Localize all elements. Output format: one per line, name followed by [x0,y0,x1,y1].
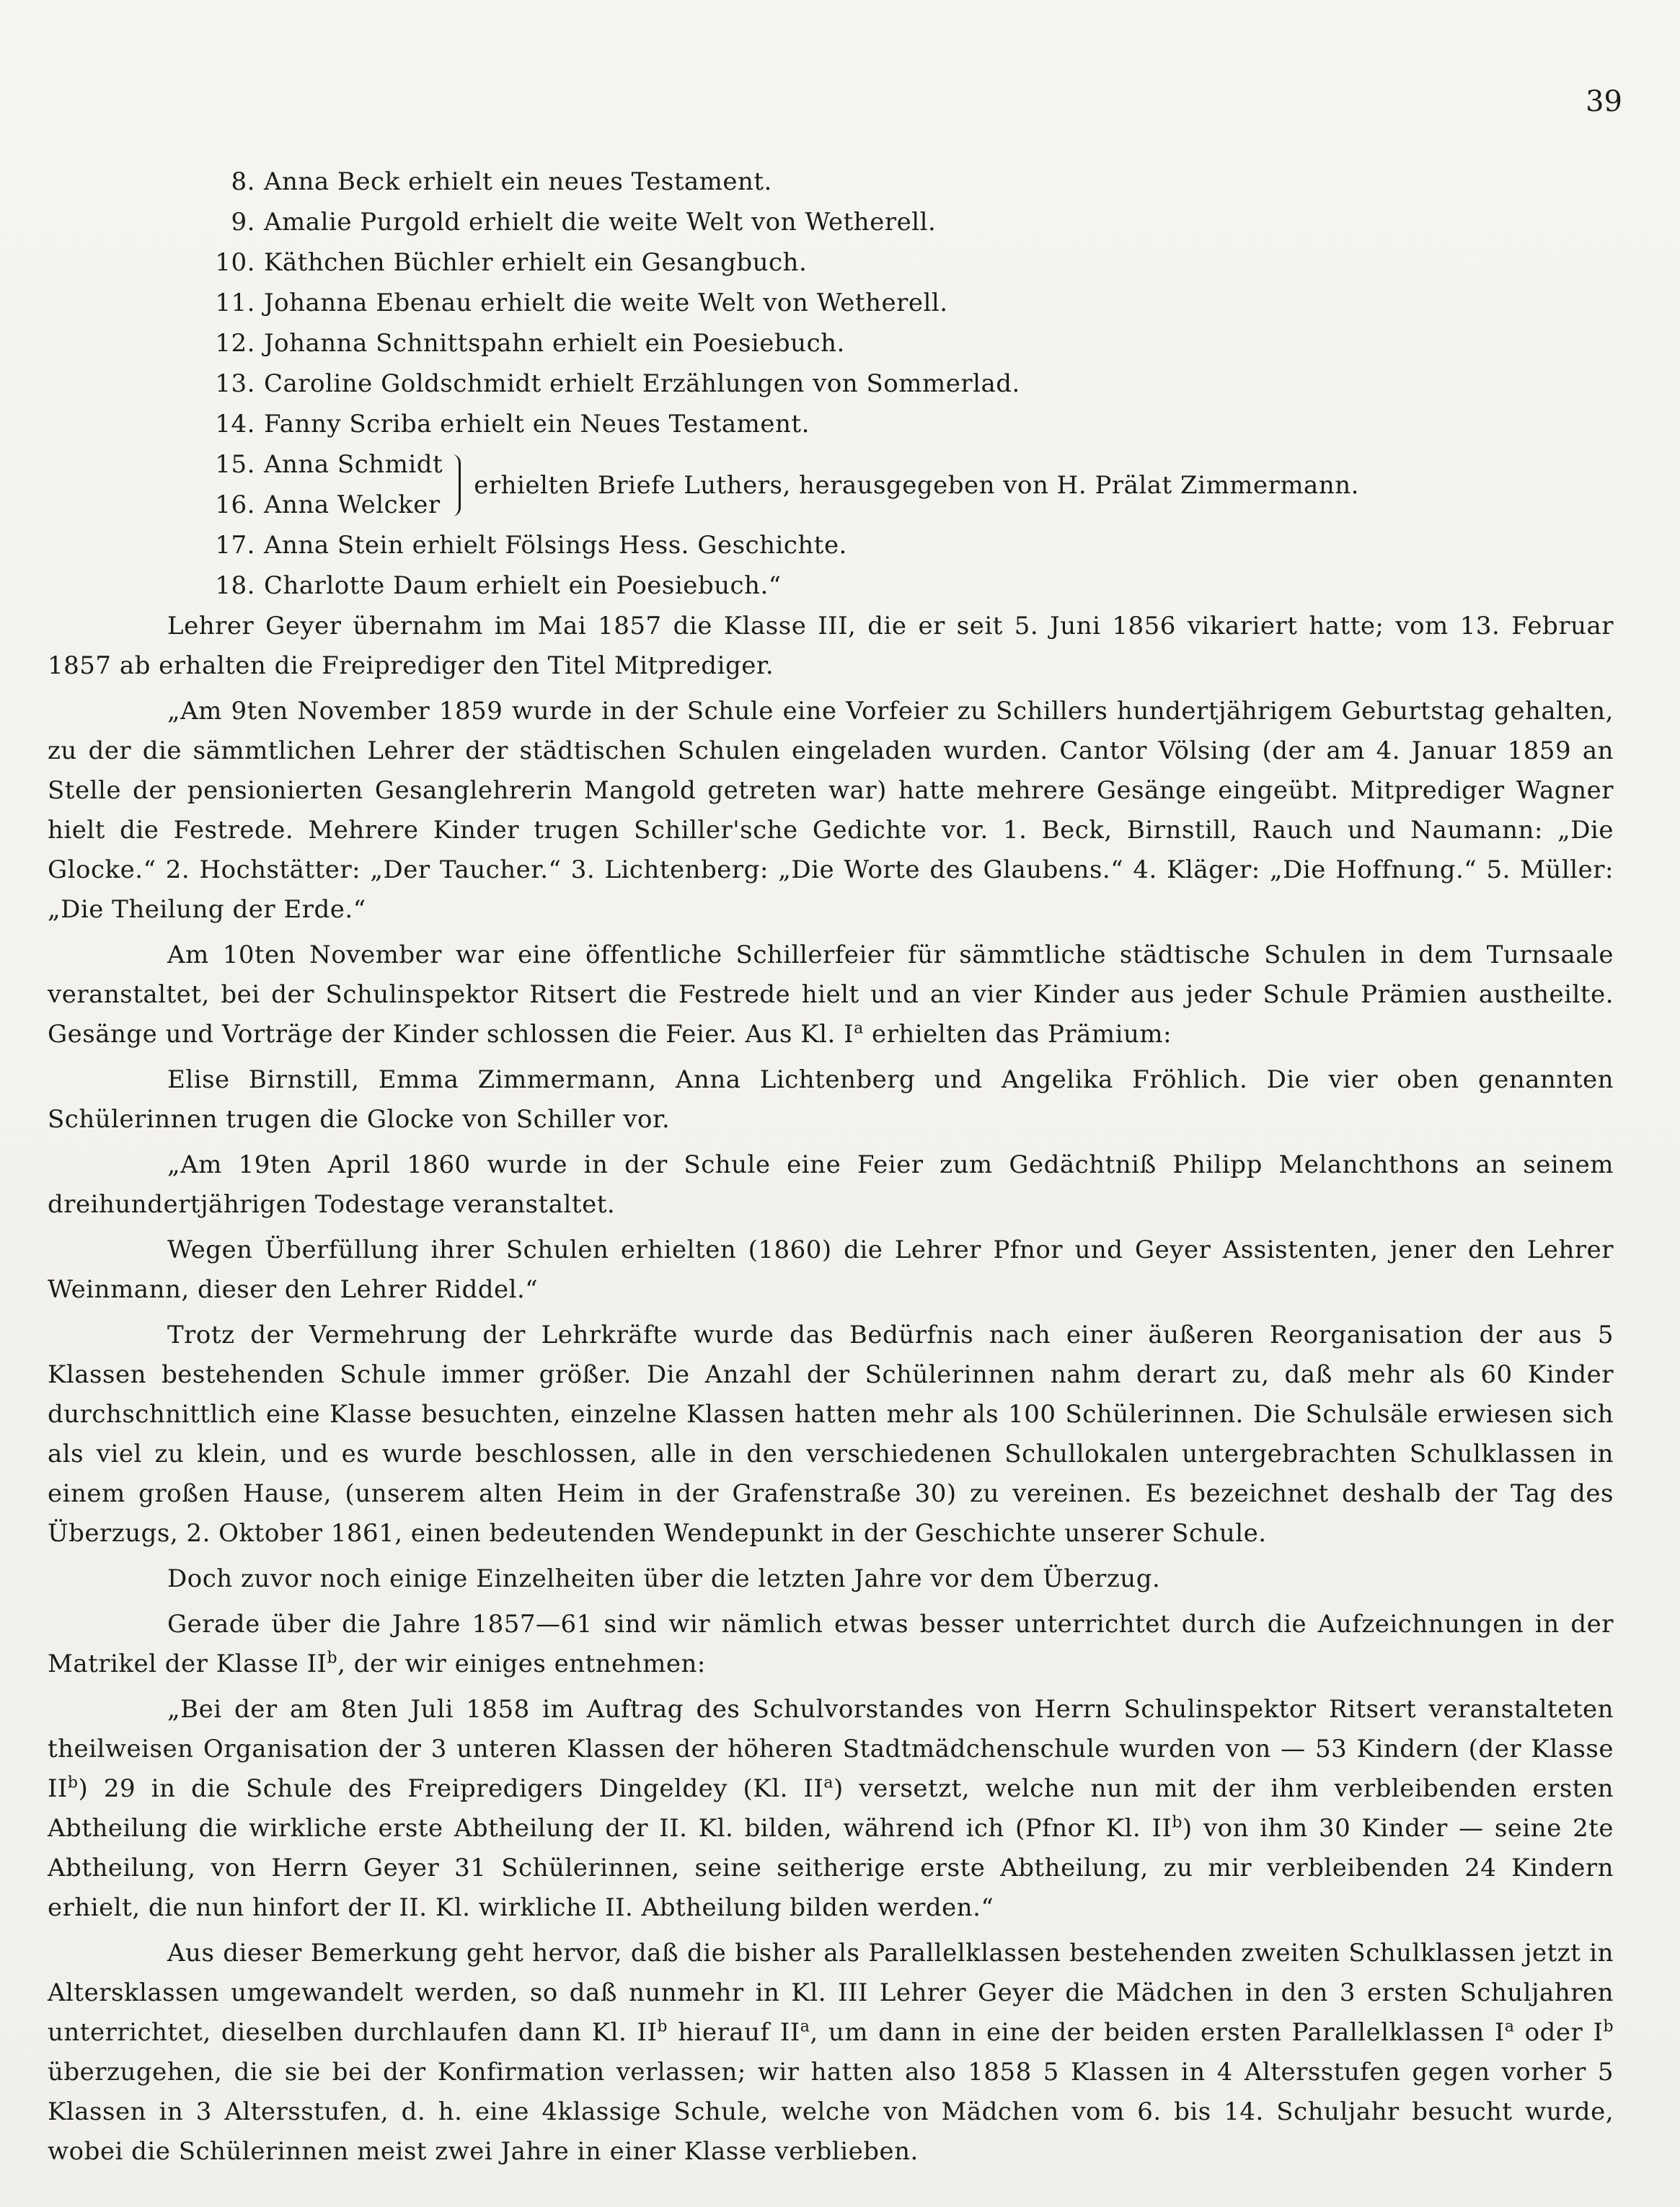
award-list [48,162,1614,607]
list-item: 12. Johanna Schnittspahn erhielt ein Poesiebuch. [215,329,845,358]
paired-list-items [48,445,1614,526]
paragraph: Am 10ten November war eine öffentliche Schillerfeier für sämmtliche städtische Schulen in dem Turnsaale veranstaltet, bei der Schulinspektor Ritsert die Festrede hielt und an vier Kinder aus jeder Schule Prämien austheilte. Gesänge und Vorträge der Kinder schlossen die Feier. Aus Kl. $I^a$ erhielten das Prämium: [48,940,1614,1049]
paragraph: Wegen Überfüllung ihrer Schulen erhielten (1860) die Lehrer Pfnor und Geyer Assistenten, jener den Lehrer Weinmann, dieser den Lehrer Riddel.“ [48,1235,1614,1304]
document-body [48,162,1614,2177]
paragraph: Elise Birnstill, Emma Zimmermann, Anna Lichtenberg und Angelika Fröhlich. Die vier oben genannten Schülerinnen trugen die Glocke von Schiller vor. [48,1065,1614,1134]
list-item: 16. Anna Welcker [215,490,441,519]
paragraph: Gerade über die Jahre 1857—61 sind wir nämlich etwas besser unterrichtet durch die Aufzeichnungen in der Matrikel der Klasse $II^b$, der wir einiges entnehmen: [48,1610,1614,1678]
paragraph: „Bei der am 8ten Juli 1858 im Auftrag des Schulvorstandes von Herrn Schulinspektor Ritsert veranstalteten theilweisen Organisation der 3 unteren Klassen der höheren Stadtmädchenschule wurden von — 53 Kindern (der Klasse $II^b$) 29 in die Schule des Freipredigers Dingeldey (Kl. $II^a$) versetzt, welche nun mit der ihm verbleibenden ersten Abtheilung die wirkliche erste Abtheilung der II. Kl. bilden, während ich (Pfnor Kl. $II^b$) von ihm 30 Kinder — seine 2te Abtheilung, von Herrn Geyer 31 Schülerinnen, seine seitherige erste Abtheilung, zu mir verbleibenden 24 Kindern erhielt, die nun hinfort der II. Kl. wirkliche II. Abtheilung bilden werden.“ [48,1695,1614,1922]
list-item: 15. Anna Schmidt [215,450,443,479]
paired-shared-text: erhielten Briefe Luthers, herausgegeben von H. Prälat Zimmermann. [474,470,1359,500]
right-brace-icon [447,454,461,516]
list-item: 11. Johanna Ebenau erhielt die weite Welt von Wetherell. [215,288,948,317]
paragraph: „Am 9ten November 1859 wurde in der Schule eine Vorfeier zu Schillers hundertjährigem Geburtstag gehalten, zu der die sämmtlichen Lehrer der städtischen Schulen eingeladen wurden. Cantor Völsing (der am 4. Januar 1859 an Stelle der pensionierten Gesanglehrerin Mangold getreten war) hatte mehrere Gesänge eingeübt. Mitprediger Wagner hielt die Festrede. Mehrere Kinder trugen Schiller'sche Gedichte vor. 1. Beck, Birnstill, Rauch und Naumann: „Die Glocke.“ 2. Hochstätter: „Der Taucher.“ 3. Lichtenberg: „Die Worte des Glaubens.“ 4. Kläger: „Die Hoffnung.“ 5. Müller: „Die Theilung der Erde.“ [48,697,1614,924]
list-item: 8. Anna Beck erhielt ein neues Testament. [231,167,772,196]
list-item: 18. Charlotte Daum erhielt ein Poesiebuch.“ [215,571,782,600]
list-item: 10. Käthchen Büchler erhielt ein Gesangbuch. [215,248,808,277]
list-item: 9. Amalie Purgold erhielt die weite Welt von Wetherell. [231,208,937,237]
paragraph: Doch zuvor noch einige Einzelheiten über die letzten Jahre vor dem Überzug. [167,1564,1161,1593]
list-item: 17. Anna Stein erhielt Fölsings Hess. Geschichte. [215,531,847,560]
paragraph: Trotz der Vermehrung der Lehrkräfte wurde das Bedürfnis nach einer äußeren Reorganisation der aus 5 Klassen bestehenden Schule immer größer. Die Anzahl der Schülerinnen nahm derart zu, daß mehr als 60 Kinder durchschnittlich eine Klasse besuchten, einzelne Klassen hatten mehr als 100 Schülerinnen. Die Schulsäle erwiesen sich als viel zu klein, und es wurde beschlossen, alle in den verschiedenen Schullokalen untergebrachten Schulklassen in einem großen Hause, (unserem alten Heim in der Grafenstraße 30) zu vereinen. Es bezeichnet deshalb der Tag des Überzugs, 2. Oktober 1861, einen bedeutenden Wendepunkt in der Geschichte unserer Schule. [48,1321,1614,1548]
paragraph: Aus dieser Bemerkung geht hervor, daß die bisher als Parallelklassen bestehenden zweiten Schulklassen jetzt in Altersklassen umgewandelt werden, so daß nunmehr in Kl. III Lehrer Geyer die Mädchen in den 3 ersten Schuljahren unterrichtet, dieselben durchlaufen dann Kl. $II^b$ hierauf $II^a$, um dann in eine der beiden ersten Parallelklassen $I^a$ oder $I^b$ überzugehen, die sie bei der Konfirmation verlassen; wir hatten also 1858 5 Klassen in 4 Altersstufen gegen vorher 5 Klassen in 3 Altersstufen, d. h. eine 4klassige Schule, welche von Mädchen vom 6. bis 14. Schuljahr besucht wurde, wobei die Schülerinnen meist zwei Jahre in einer Klasse verblieben. [48,1939,1614,2166]
page-number: 39 [1586,85,1622,118]
list-item: 14. Fanny Scriba erhielt ein Neues Testament. [215,410,810,439]
paragraph: „Am 19ten April 1860 wurde in der Schule eine Feier zum Gedächtniß Philipp Melanchthons an seinem dreihundertjährigen Todestage veranstaltet. [48,1150,1614,1219]
paragraph: Lehrer Geyer übernahm im Mai 1857 die Klasse III, die er seit 5. Juni 1856 vikariert hatte; vom 13. Februar 1857 ab erhalten die Freiprediger den Titel Mitprediger. [48,612,1614,680]
paired-names [48,445,443,526]
list-item: 13. Caroline Goldschmidt erhielt Erzählungen von Sommerlad. [215,369,1020,398]
